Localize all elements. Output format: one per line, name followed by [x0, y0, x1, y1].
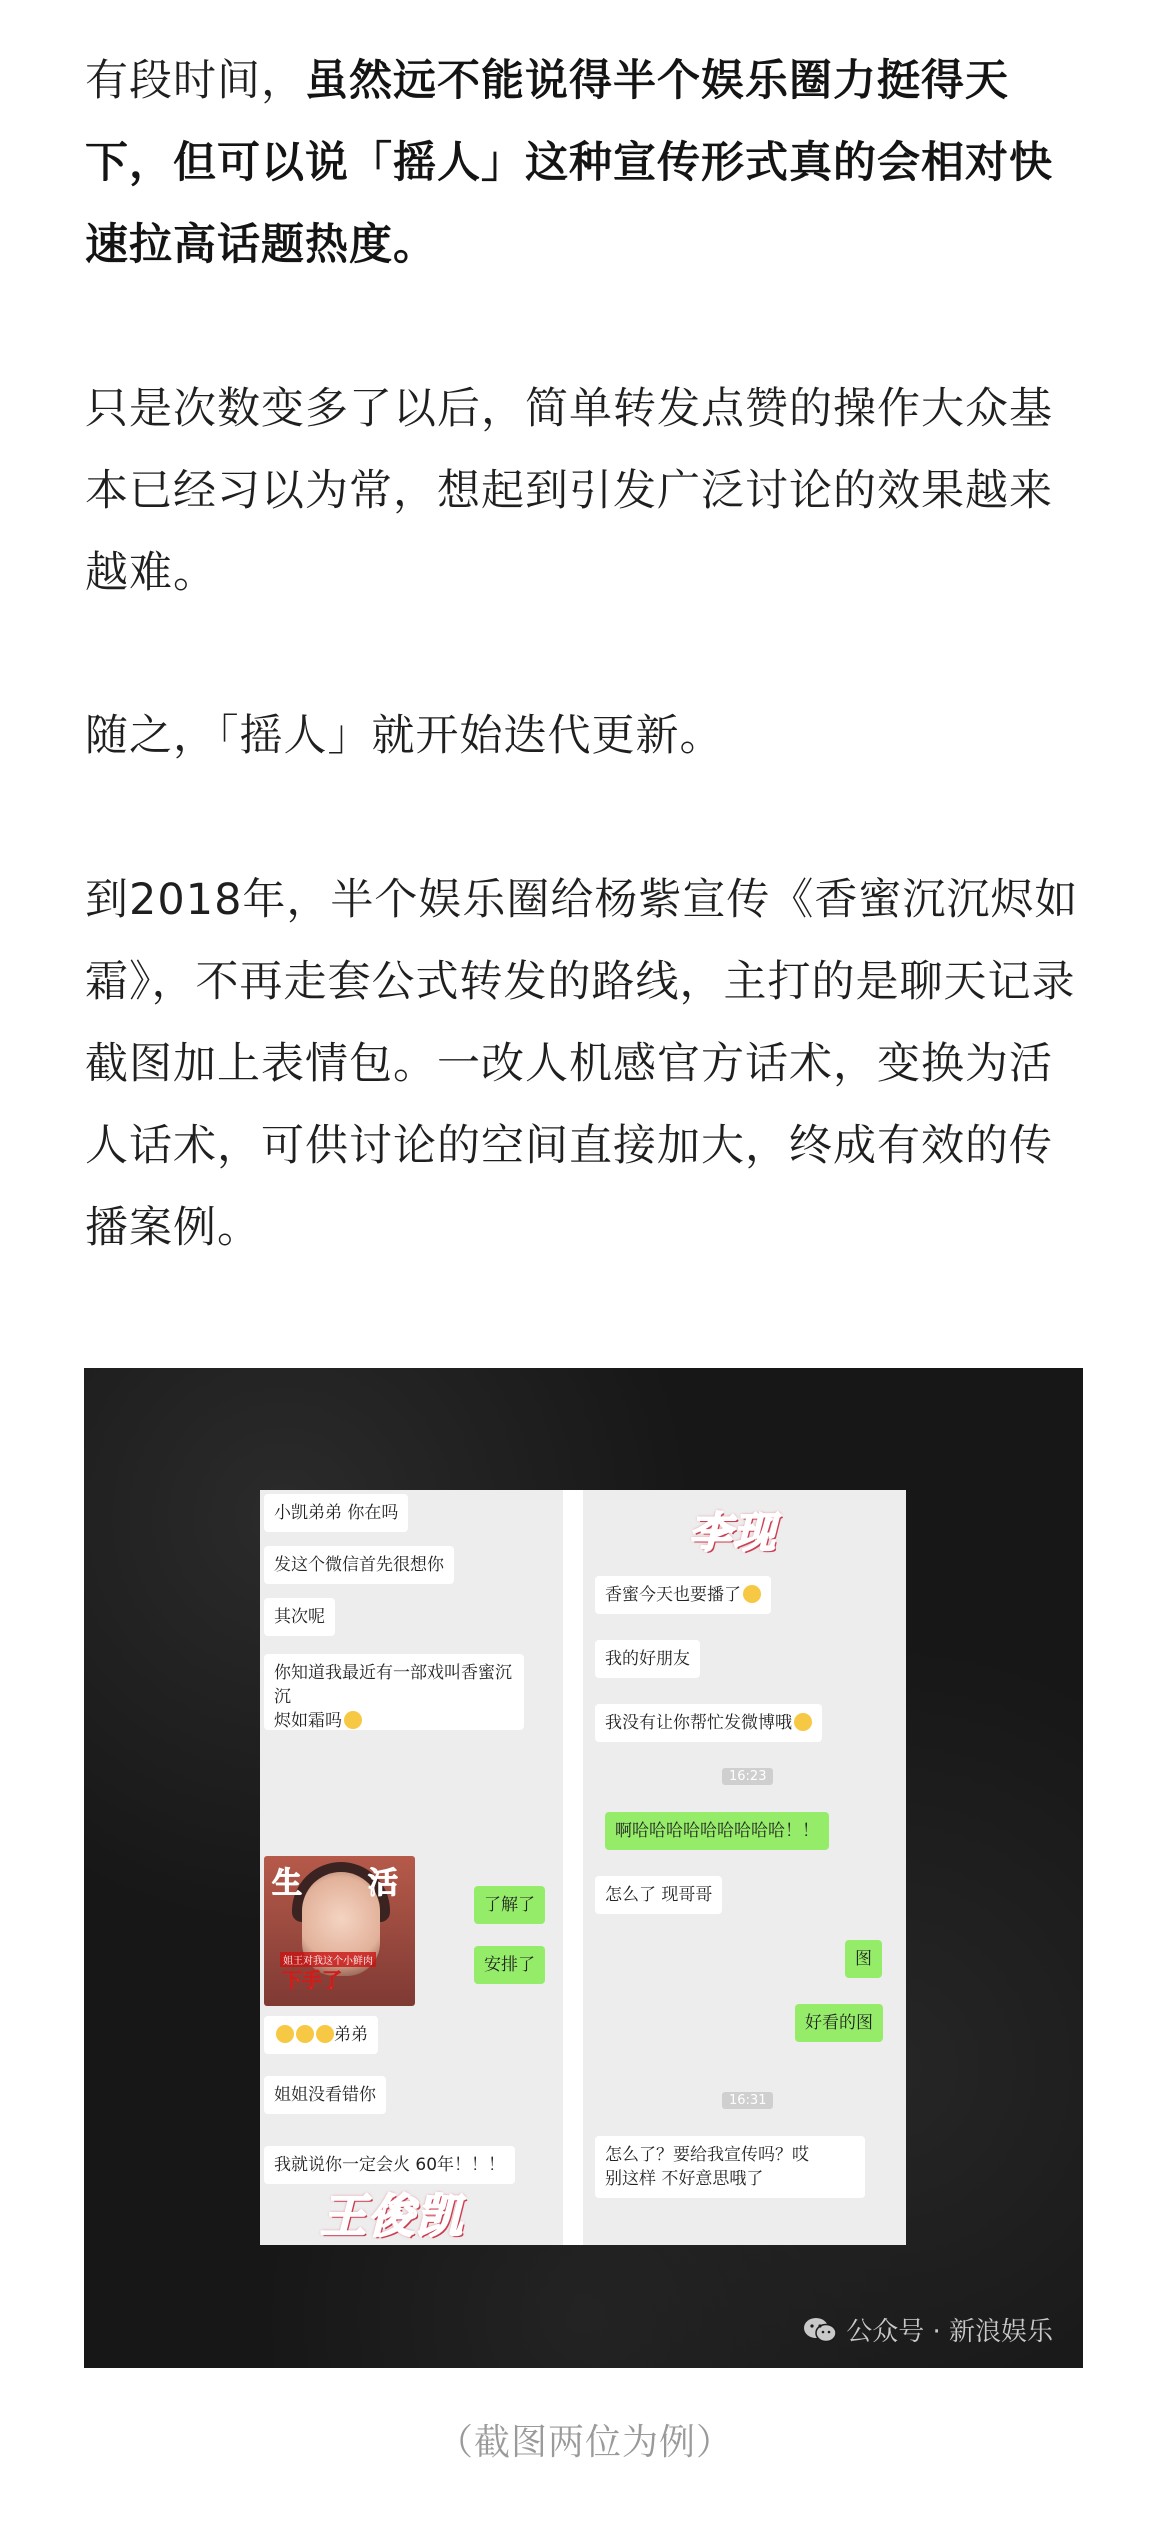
chat-bubble [595, 1704, 822, 1742]
chat-bubble [595, 1576, 771, 1614]
chat-screenshots [260, 1490, 906, 2245]
image-caption: （截图两位为例） [436, 2422, 733, 2463]
chat-bubble-sent: 安排了 [474, 1946, 545, 1984]
name-banner: 李现 [689, 1508, 778, 1557]
paragraph-2: 只是次数变多了以后，简单转发点赞的操作大众基本已经习以为常，想起到引发广泛讨论的效果越来越难。 [85, 384, 1053, 598]
chat-bubble [264, 2016, 378, 2054]
chat-bubble: 我就说你一定会火 60年！！！ [264, 2146, 515, 2184]
chat-column-right [583, 1490, 906, 2245]
smile-emoji-icon [276, 2025, 294, 2043]
wechat-official-account-icon [802, 2316, 838, 2344]
article-image[interactable] [84, 1368, 1083, 2368]
smile-emoji-icon [794, 1713, 812, 1731]
watermark [802, 2311, 1053, 2348]
chat-bubble: 其次呢 [264, 1598, 335, 1636]
chat-bubble: 发这个微信首先很想你 [264, 1546, 454, 1584]
chat-bubble-text: 香蜜今天也要播了 [605, 1585, 741, 1605]
paragraph-1-bold: 虽然远不能说得半个娱乐圈力挺得天下，但可以说「摇人」这种宣传形式真的会相对快速拉高话题热度。 [85, 56, 1053, 270]
chat-bubble-sent: 啊哈哈哈哈哈哈哈哈哈！！ [605, 1812, 829, 1850]
chat-bubble-sent: 图 [845, 1940, 882, 1978]
smile-emoji-icon [344, 1711, 362, 1729]
name-banner: 王俊凯 [320, 2189, 464, 2243]
timestamp: 16:31 [722, 2092, 773, 2109]
chat-bubble-text: 我没有让你帮忙发微博哦 [605, 1713, 792, 1733]
chat-bubble-text: 你知道我最近有一部戏叫香蜜沉沉 烬如霜吗 [274, 1663, 512, 1731]
smile-emoji-icon [743, 1585, 761, 1603]
chat-bubble: 怎么了？要给我宣传吗？哎 别这样 不好意思哦了 [595, 2136, 865, 2198]
smile-emoji-icon [296, 2025, 314, 2043]
chat-bubble-sent: 了解了 [474, 1886, 545, 1924]
chat-bubble-text: 弟弟 [334, 2025, 368, 2045]
sticker-small-text: 姐王对我这个小鲜肉 [280, 1952, 376, 1967]
paragraph-1 [85, 40, 1085, 286]
chat-bubble: 怎么了 现哥哥 [595, 1876, 722, 1914]
chat-bubble: 姐姐没看错你 [264, 2076, 386, 2114]
timestamp: 16:23 [722, 1768, 773, 1785]
sticker-text: 活 [368, 1866, 398, 1901]
paragraph-3: 随之，「摇人」就开始迭代更新。 [85, 711, 724, 761]
paragraph-1-lead: 有段时间， [85, 56, 305, 106]
chat-bubble: 小凯弟弟 你在吗 [264, 1494, 408, 1532]
chat-column-left [260, 1490, 563, 2245]
sticker-bottom-text: 下手了 [282, 1968, 342, 1992]
chat-bubble [264, 1654, 524, 1730]
chat-bubble: 我的好朋友 [595, 1640, 700, 1678]
sticker-text: 生 [272, 1866, 302, 1901]
chat-bubble-sent: 好看的图 [795, 2004, 883, 2042]
smile-emoji-icon [316, 2025, 334, 2043]
watermark-text: 公众号 · 新浪娱乐 [846, 2317, 1053, 2347]
paragraph-4: 到2018年，半个娱乐圈给杨紫宣传《香蜜沉沉烬如霜》，不再走套公式转发的路线，主打的是聊天记录截图加上表情包。一改人机感官方话术，变换为活人话术，可供讨论的空间直接加大，终成有效的传播案例。 [85, 875, 1079, 1253]
meme-sticker [264, 1856, 415, 2006]
